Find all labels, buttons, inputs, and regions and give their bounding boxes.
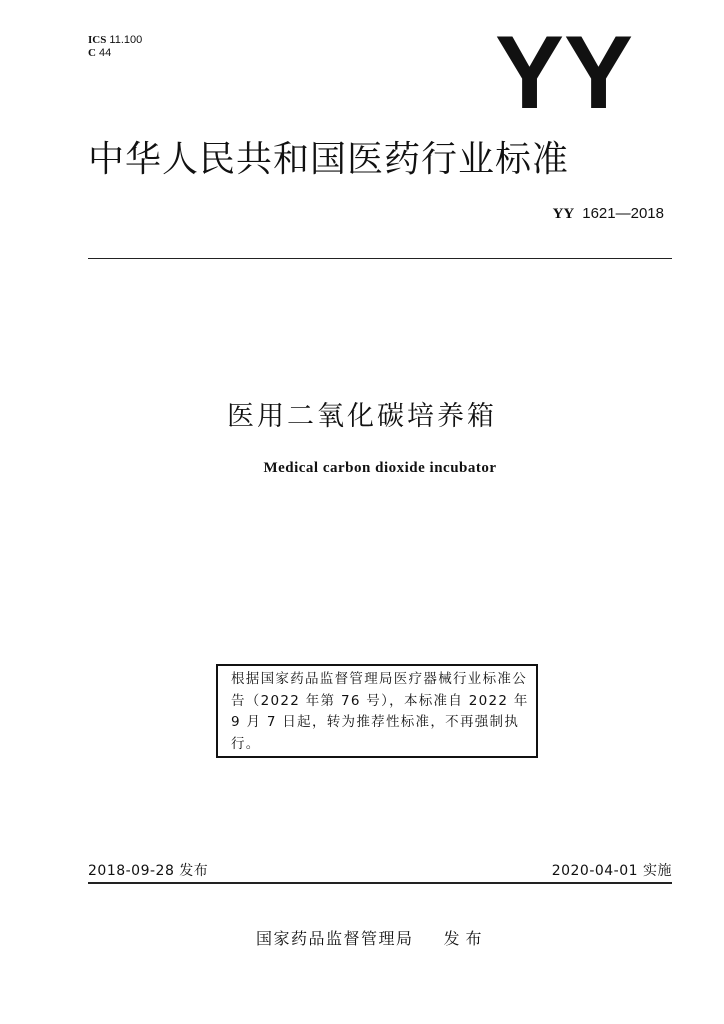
standard-prefix: YY bbox=[552, 206, 575, 222]
logo-text: YY bbox=[495, 22, 633, 118]
top-divider bbox=[88, 258, 672, 259]
issue-date: 2018-09-28 发布 bbox=[88, 863, 209, 879]
standard-code: 1621—2018 bbox=[582, 205, 664, 222]
ccs-code bbox=[88, 47, 142, 60]
bottom-divider bbox=[88, 882, 672, 884]
notice-box bbox=[216, 664, 538, 758]
yy-logo bbox=[494, 22, 634, 118]
ccs-value: 44 bbox=[99, 47, 112, 59]
title-chinese: 医用二氧化碳培养箱 bbox=[227, 401, 497, 432]
standard-number bbox=[553, 205, 664, 223]
issuer-line bbox=[256, 926, 488, 949]
ics-label: ICS bbox=[88, 34, 107, 46]
implementation-date: 2020-04-01 实施 bbox=[551, 863, 672, 879]
notice-text: 根据国家药品监督管理局医疗器械行业标准公告（2022 年第 76 号），本标准自 2022 年 9 月 7 日起，转为推荐性标准，不再强制执行。 bbox=[231, 671, 529, 752]
ccs-label: C bbox=[88, 47, 96, 59]
issuer-action: 发布 bbox=[443, 929, 488, 948]
issuer-name: 国家药品监督管理局 bbox=[256, 929, 414, 948]
ics-code bbox=[88, 34, 142, 47]
title-english: Medical carbon dioxide incubator bbox=[263, 460, 497, 476]
organization-title: 中华人民共和国医药行业标准 bbox=[88, 139, 570, 180]
ics-value: 11.100 bbox=[109, 34, 143, 46]
classification-codes bbox=[88, 34, 142, 60]
